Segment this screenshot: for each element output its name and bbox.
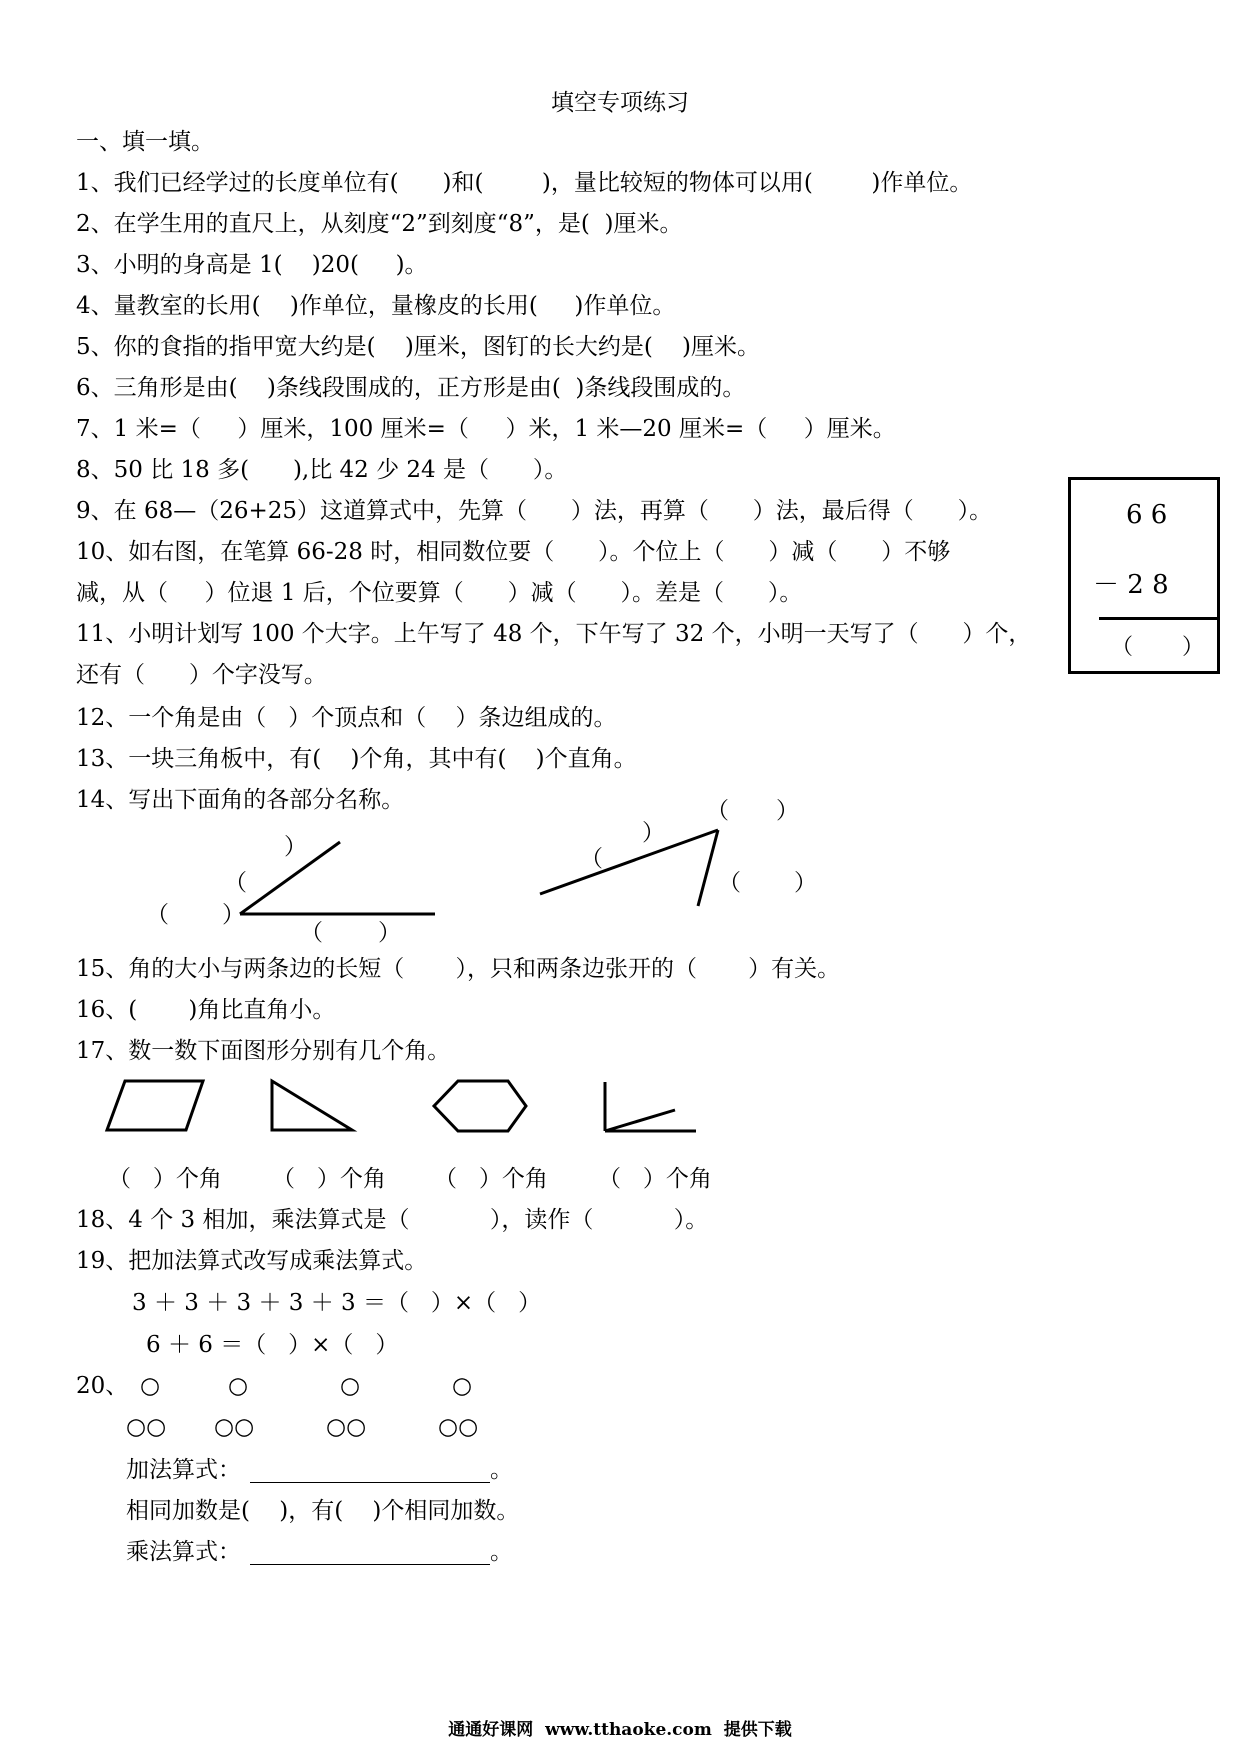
angle2-label: （ [706, 798, 729, 824]
calc-underline [1099, 617, 1219, 620]
question-4: 4、量教室的长用( )作单位，量橡皮的长用( )作单位。 [76, 293, 676, 319]
angle2-label: ） [776, 798, 799, 824]
question-6: 6、三角形是由( )条线段围成的，正方形是由( )条线段围成的。 [76, 375, 746, 401]
q17-answer-3: （ ）个角 [434, 1166, 548, 1192]
addition-period: 。 [490, 1457, 513, 1483]
same-addend-line: 相同加数是( )，有( )个相同加数。 [126, 1498, 520, 1524]
question-18: 18、4 个 3 相加，乘法算式是（ ），读作（ ）。 [76, 1207, 709, 1233]
page-title: 填空专项练习 [551, 90, 689, 116]
circle: ○ [340, 1373, 361, 1399]
angle1-label: ） [284, 834, 307, 860]
q17-answer-1: （ ）个角 [108, 1166, 222, 1192]
circle: ○ [140, 1373, 161, 1399]
vertical-subtraction-box [1068, 477, 1220, 674]
question-3: 3、小明的身高是 1( )20( )。 [76, 252, 428, 278]
question-17: 17、数一数下面图形分别有几个角。 [76, 1038, 451, 1064]
angle1-label: （ [224, 870, 247, 896]
question-20-label: 20、 [76, 1373, 129, 1399]
angle1-label: （ [300, 920, 323, 946]
question-10: 10、如右图，在笔算 66-28 时，相同数位要（ ）。个位上（ ）减（ ）不够 [76, 539, 951, 565]
question-10-cont: 减，从（ ）位退 1 后，个位要算（ ）减（ ）。差是（ ）。 [76, 580, 803, 606]
question-11: 11、小明计划写 100 个大字。上午写了 48 个，下午写了 32 个，小明一天写了（ ）个， [76, 621, 1032, 647]
difference-blank: （ ） [1111, 635, 1204, 660]
question-7: 7、1 米=（ ）厘米，100 厘米=（ ）米，1 米—20 厘米=（ ）厘米。 [76, 416, 896, 442]
angle2-label: ） [794, 870, 817, 896]
question-12: 12、一个角是由（ ）个顶点和（ ）条边组成的。 [76, 705, 617, 731]
q17-shapes [0, 0, 1, 1]
addition-label: 加法算式： [126, 1457, 241, 1483]
question-11-cont: 还有（ ）个字没写。 [76, 662, 327, 688]
circle-pair: ○○ [438, 1414, 479, 1440]
multiplication-label: 乘法算式： [126, 1539, 241, 1565]
angle1-label: ） [222, 902, 245, 928]
question-5: 5、你的食指的指甲宽大约是( )厘米，图钉的长大约是( )厘米。 [76, 334, 761, 360]
question-8: 8、50 比 18 多( ),比 42 少 24 是（ ）。 [76, 457, 568, 483]
circle-pair: ○○ [326, 1414, 367, 1440]
circle: ○ [228, 1373, 249, 1399]
angle1-label: ） [378, 920, 401, 946]
circle-pair: ○○ [126, 1414, 167, 1440]
minuend: 6 6 [1126, 500, 1168, 530]
addition-answer-line [250, 1482, 490, 1483]
angle1-label: （ [146, 902, 169, 928]
footer-credit: 通通好课网 www.tthaoke.com 提供下载 [448, 1720, 792, 1740]
question-15: 15、角的大小与两条边的长短（ ），只和两条边张开的（ ）有关。 [76, 956, 841, 982]
circle: ○ [452, 1373, 473, 1399]
angle2-label: （ [718, 870, 741, 896]
question-16: 16、( )角比直角小。 [76, 997, 336, 1023]
q17-answer-4: （ ）个角 [598, 1166, 712, 1192]
question-14: 14、写出下面角的各部分名称。 [76, 787, 405, 813]
subtrahend: － 2 8 [1093, 570, 1169, 600]
question-1: 1、我们已经学过的长度单位有( )和( )，量比较短的物体可以用( )作单位。 [76, 170, 973, 196]
multiplication-period: 。 [490, 1539, 513, 1565]
angle2-label: ） [642, 820, 665, 846]
angle2-label: （ [580, 846, 603, 872]
question-2: 2、在学生用的直尺上，从刻度“2”到刻度“8”，是( )厘米。 [76, 211, 683, 237]
multiplication-answer-line [250, 1564, 490, 1565]
section-heading: 一、填一填。 [76, 129, 214, 155]
question-13: 13、一块三角板中，有( )个角，其中有( )个直角。 [76, 746, 637, 772]
q19-expression-1: 3 ＋ 3 ＋ 3 ＋ 3 ＋ 3 ＝（ ）×（ ） [132, 1290, 542, 1316]
q17-answer-2: （ ）个角 [272, 1166, 386, 1192]
question-19: 19、把加法算式改写成乘法算式。 [76, 1248, 428, 1274]
circle-pair: ○○ [214, 1414, 255, 1440]
question-9: 9、在 68—（26+25）这道算式中，先算（ ）法，再算（ ）法，最后得（ ）。 [76, 498, 993, 524]
q19-expression-2: 6 ＋ 6 ＝（ ）×（ ） [146, 1332, 399, 1358]
